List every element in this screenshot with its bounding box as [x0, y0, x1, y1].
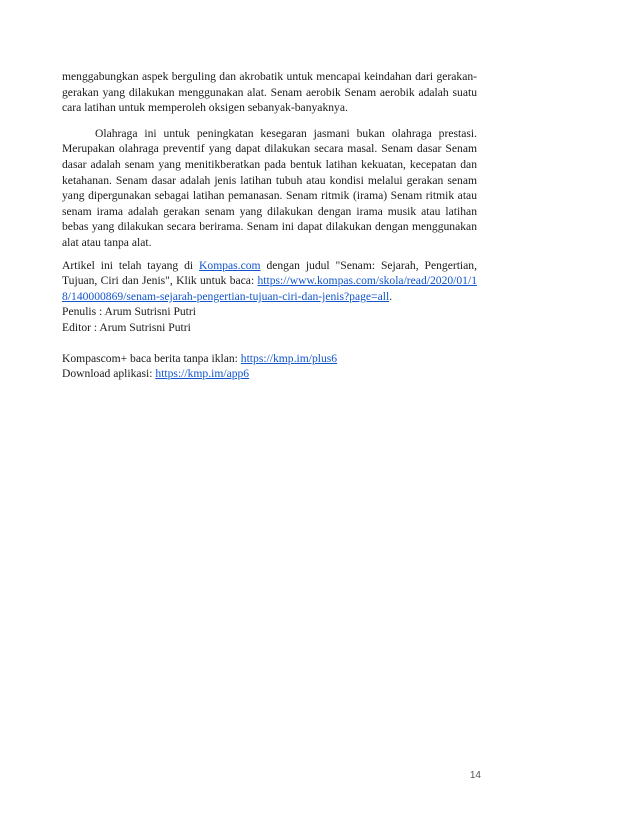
adfree-line: [62, 351, 477, 367]
attribution-prefix: Artikel ini telah tayang di: [62, 258, 200, 272]
attribution-suffix: .: [389, 289, 393, 303]
paragraph-continuation: menggabungkan aspek berguling dan akrobatik untuk mencapai keindahan dari gerakan-gerakan yang dilakukan menggunakan alat. Senam aerobik Senam aerobik adalah suatu cara latihan untuk memperoleh oksigen sebanyak-banyaknya.: [62, 70, 477, 115]
editor-credit: Editor : Arum Sutrisni Putri: [62, 320, 191, 334]
kompas-site-link[interactable]: Kompas.com: [199, 258, 261, 272]
writer-credit: Penulis : Arum Sutrisni Putri: [62, 305, 196, 319]
attribution-title: dengan judul "Senam: Sejarah, Pengertian, Tujuan, Ciri dan Jenis", Klik untuk baca:: [62, 258, 477, 288]
app-download-line: [62, 366, 477, 382]
app-download-link[interactable]: https://kmp.im/app6: [155, 367, 250, 381]
page-content: [62, 69, 477, 382]
paragraph-olahraga: Olahraga ini untuk peningkatan kesegaran jasmani bukan olahraga prestasi. Merupakan olahraga preventif yang dapat dilakukan secara masal. Senam dasar Senam dasar adalah senam yang menitikberatkan pada bentuk latihan kekuatan, kecepatan dan ketahanan. Senam dasar adalah jenis latihan tubuh atau kondisi melalui gerakan senam yang dipergunakan sebagai latihan pemanasan. Senam ritmik (irama) Senam ritmik atau senam irama adalah gerakan senam yang dilakukan dengan irama musik atau latihan bebas yang dilakukan secara berirama. Senam ini dapat dilakukan dengan menggunakan alat atau tanpa alat.: [62, 126, 477, 249]
adfree-link[interactable]: https://kmp.im/plus6: [240, 351, 338, 365]
page-number: 14: [469, 770, 481, 781]
promo-block: [62, 351, 477, 382]
article-url-link[interactable]: https://www.kompas.com/skola/read/2020/01/18/140000869/senam-sejarah-pengertian-tujuan-ciri-dan-jenis?page=all: [62, 274, 477, 303]
app-download-label: Download aplikasi:: [62, 367, 156, 381]
adfree-label: Kompascom+ baca berita tanpa iklan:: [62, 351, 241, 365]
attribution-paragraph: [62, 258, 477, 305]
